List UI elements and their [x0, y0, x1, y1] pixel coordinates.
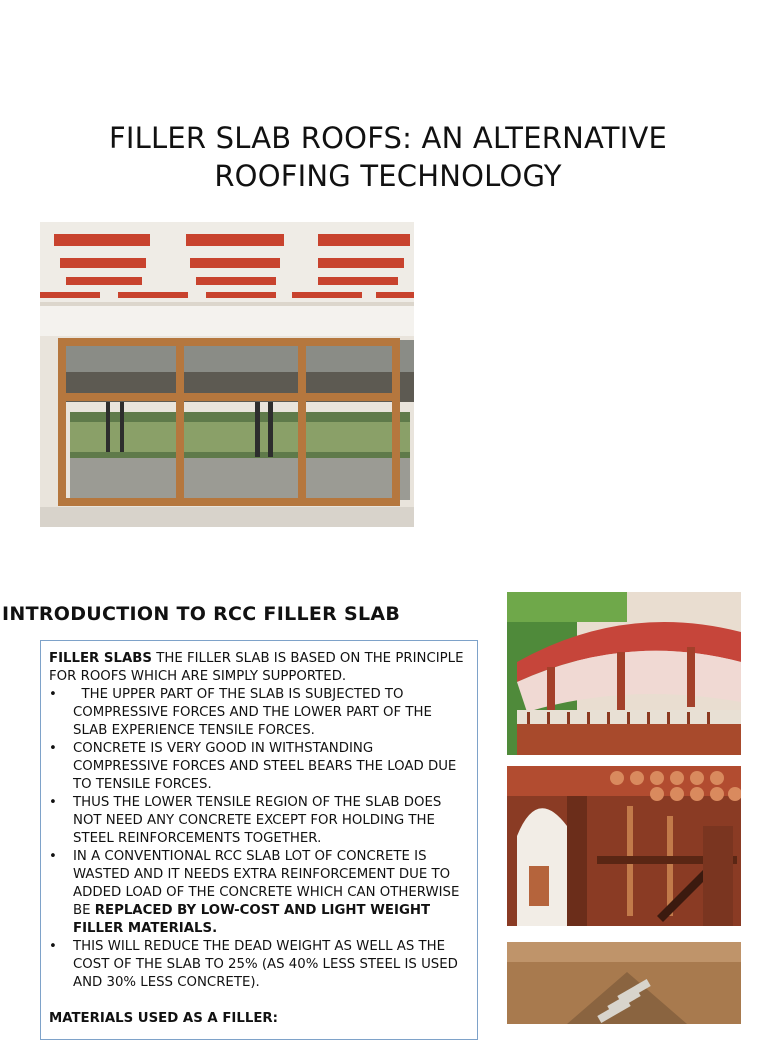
- intro-paragraph: [49, 650, 469, 686]
- intro-text-box: [40, 640, 478, 1040]
- materials-heading: MATERIALS USED AS A FILLER:: [49, 1011, 278, 1026]
- photo-brick-interior-staircase: [507, 766, 741, 926]
- photo-construction-site: [507, 942, 741, 1024]
- bullet-item: • THIS WILL REDUCE THE DEAD WEIGHT AS WELL AS THE COST OF THE SLAB TO 25% (AS 40% LESS STEEL IS USED AND 30% LESS CONCRETE).: [49, 938, 469, 992]
- lead-term: FILLER SLABS: [49, 651, 152, 666]
- lead-text: THE FILLER SLAB IS BASED ON THE PRINCIPLE FOR ROOFS WHICH ARE SIMPLY SUPPORTED.: [49, 651, 464, 684]
- bullet-item: • CONCRETE IS VERY GOOD IN WITHSTANDING COMPRESSIVE FORCES AND STEEL BEARS THE LOAD DUE TO TENSILE FORCES.: [49, 740, 469, 794]
- bullet-item: [49, 848, 469, 938]
- title-line-2: ROOFING TECHNOLOGY: [214, 159, 562, 194]
- section-heading: INTRODUCTION TO RCC FILLER SLAB: [2, 603, 401, 625]
- photo-filler-slab-interior: [40, 222, 414, 527]
- document-title: [40, 119, 736, 195]
- bullet-list: [49, 686, 469, 992]
- bullet-bold-text: REPLACED BY LOW-COST AND LIGHT WEIGHT FILLER MATERIALS.: [73, 903, 431, 936]
- bullet-item: • THE UPPER PART OF THE SLAB IS SUBJECTED TO COMPRESSIVE FORCES AND THE LOWER PART OF THE SLAB EXPERIENCE TENSILE FORCES.: [49, 686, 469, 740]
- title-line-1: FILLER SLAB ROOFS: AN ALTERNATIVE: [108, 121, 668, 156]
- bullet-text: IN A CONVENTIONAL RCC SLAB LOT OF CONCRETE IS WASTED AND IT NEEDS EXTRA REINFORCEMENT DUE TO ADDED LOAD OF THE CONCRETE WHICH CAN OTHERWISE BE: [73, 849, 460, 918]
- bullet-item: • THUS THE LOWER TENSILE REGION OF THE SLAB DOES NOT NEED ANY CONCRETE EXCEPT FOR HOLDING THE STEEL REINFORCEMENTS TOGETHER.: [49, 794, 469, 848]
- photo-circular-brick-building: [507, 592, 741, 755]
